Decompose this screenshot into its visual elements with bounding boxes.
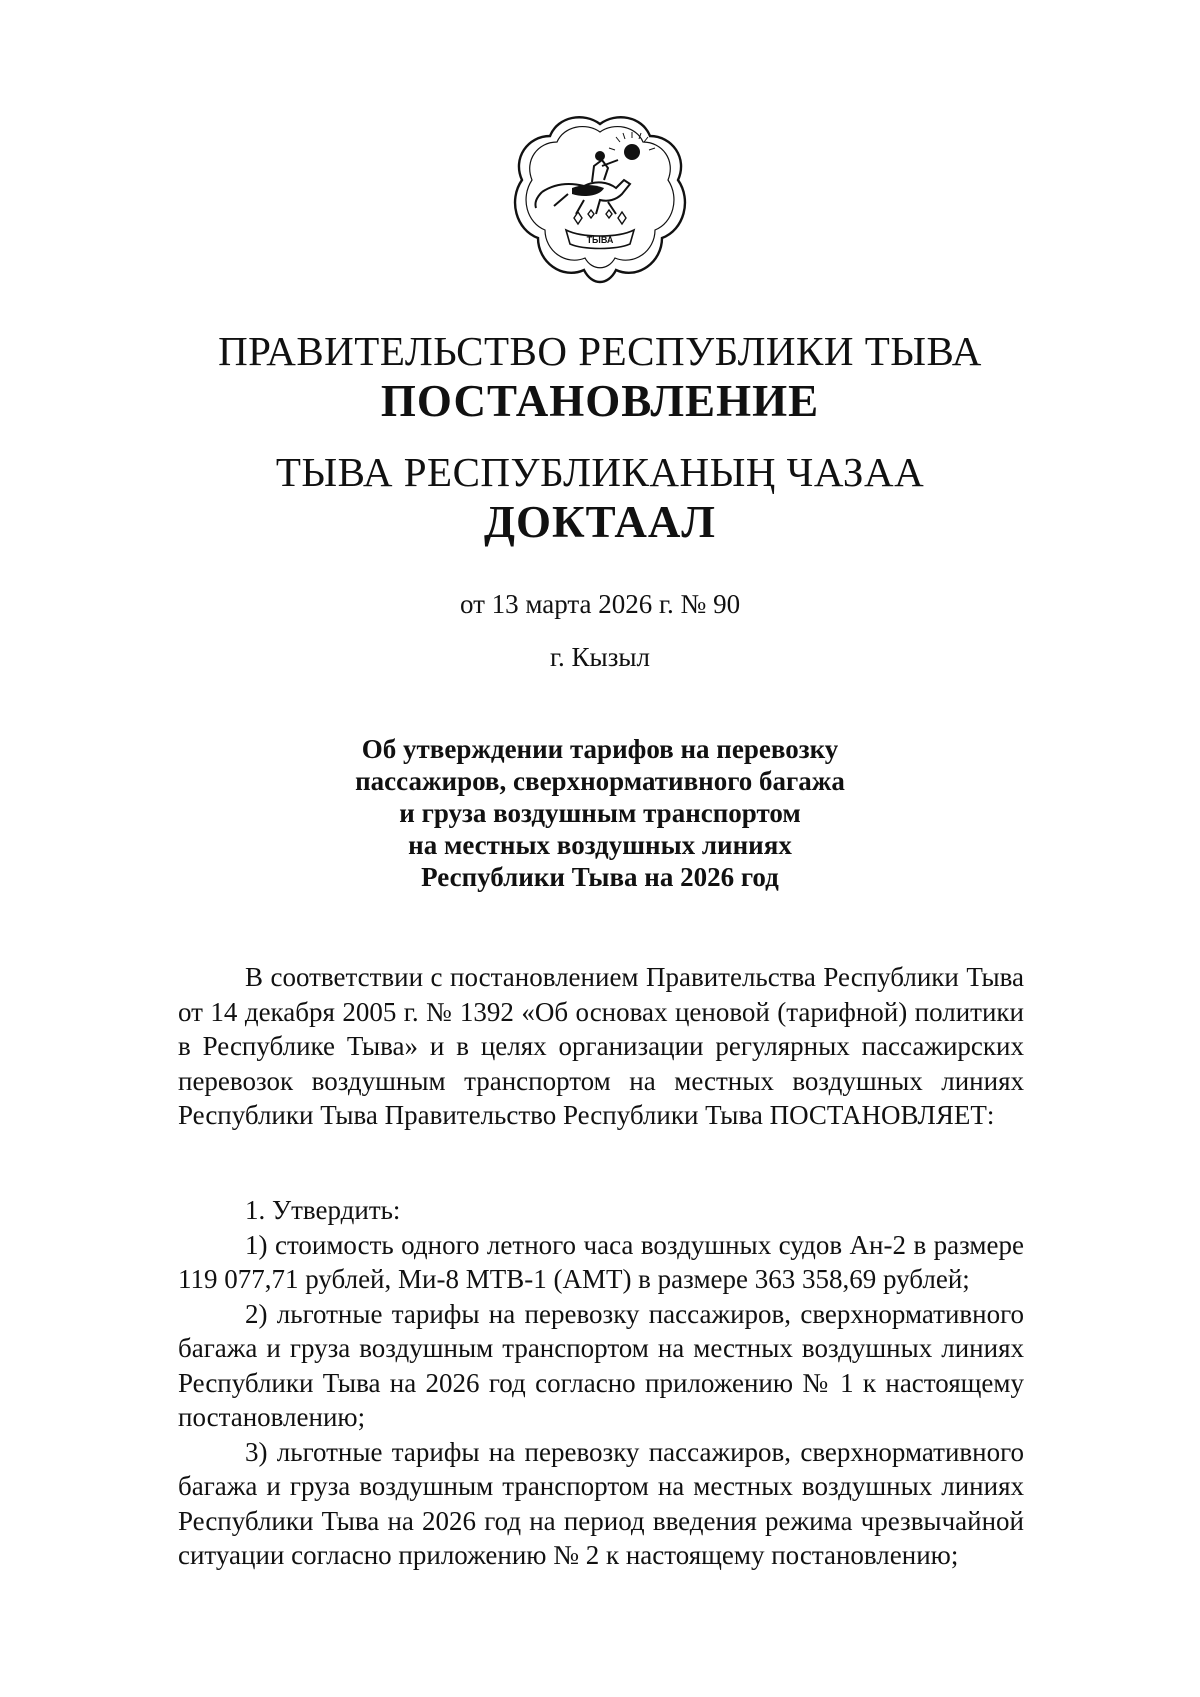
coat-of-arms-emblem — [512, 110, 688, 286]
item-1-1-paragraph: 1) стоимость одного летного часа воздушных судов Ан-2 в размере 119 077,71 рублей, Ми-8 МТВ-1 (АМТ) в размере 363 358,69 рублей; — [178, 1229, 1024, 1294]
document-date-number: от 13 марта 2026 г. № 90 — [459, 589, 741, 619]
item-1-heading: 1. Утвердить: — [245, 1195, 401, 1225]
subject-line: Республики Тыва на 2026 год — [421, 862, 779, 892]
preamble-paragraph: В соответствии с постановлением Правительства Республики Тыва от 14 декабря 2005 г. № 1392 «Об основах ценовой (тарифной) политики в Республике Тыва» и в целях организации регулярных пассажирских перевозок воздушным транспортом на местных воздушных линиях Республики Тыва Правительство Республики Тыва ПОСТАНОВЛЯЕТ: — [178, 962, 1024, 1130]
document-city: г. Кызыл — [550, 642, 650, 672]
ornament-icon — [574, 210, 626, 224]
subject-line: Об утверждении тарифов на перевозку — [361, 734, 839, 764]
government-title-tyv: ТЫВА РЕСПУБЛИКАНЫҢ ЧАЗАА — [275, 449, 925, 495]
resolution-title-tyv: ДОКТААЛ — [484, 497, 716, 547]
resolution-items — [178, 1193, 1024, 1573]
subject-line: и груза воздушным транспортом — [399, 798, 801, 828]
document-subject — [0, 733, 1200, 893]
horse-rider-icon — [535, 152, 630, 214]
sun-icon — [609, 132, 655, 160]
item-1-3-paragraph: 3) льготные тарифы на перевозку пассажиров, сверхнормативного багажа и груза воздушным транспортом на местных воздушных линиях Республики Тыва на 2026 год на период введения режима чрезвычайной ситуации согласно приложению № 2 к настоящему постановлению; — [178, 1436, 1024, 1570]
government-title-ru: ПРАВИТЕЛЬСТВО РЕСПУБЛИКИ ТЫВА — [218, 328, 982, 374]
item-1-2-paragraph: 2) льготные тарифы на перевозку пассажиров, сверхнормативного багажа и груза воздушным транспортом на местных воздушных линиях Республики Тыва на 2026 год согласно приложению № 1 к настоящему постановлению; — [178, 1298, 1024, 1432]
preamble-block — [178, 960, 1024, 1133]
subject-line: на местных воздушных линиях — [408, 830, 792, 860]
emblem-inscription: ТЫВА — [586, 235, 614, 245]
subject-line: пассажиров, сверхнормативного багажа — [355, 766, 845, 796]
resolution-title-ru: ПОСТАНОВЛЕНИЕ — [380, 376, 820, 426]
